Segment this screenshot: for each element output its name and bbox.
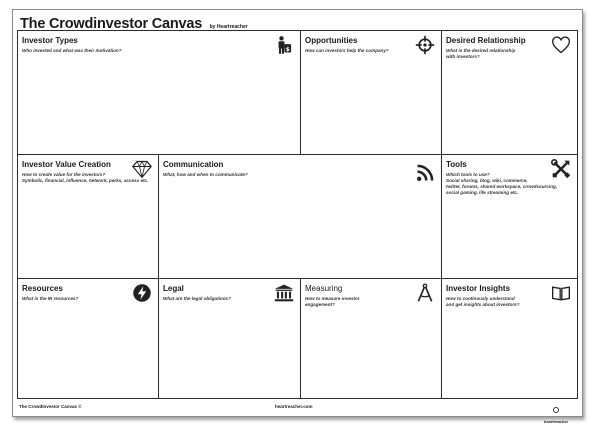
footer-brand: [536, 400, 576, 424]
cell-title: Opportunities: [305, 36, 358, 45]
rss-icon: [415, 163, 435, 183]
cell-title: Legal: [163, 284, 184, 293]
brand-logo-icon: [553, 407, 559, 413]
brand-name: heartreacher: [543, 419, 569, 424]
cell-investor-types[interactable]: [18, 31, 301, 155]
open-book-icon: [551, 283, 571, 303]
cell-description: How can investors help the company?: [305, 48, 389, 53]
page-title: The Crowdinvestor Canvas: [20, 16, 203, 32]
cell-tools[interactable]: [442, 155, 577, 279]
cell-description: Who invested and what was their motivation?: [22, 48, 122, 53]
lightning-bolt-icon: [132, 283, 152, 303]
crosshair-icon: [415, 35, 435, 55]
canvas-sheet: [12, 9, 583, 424]
byline: by Heartreacher: [209, 24, 248, 30]
footer-copyright: The CrowdInvestor Canvas ©: [19, 404, 82, 409]
cell-desired-relationship[interactable]: [442, 31, 577, 155]
tools-icon: [551, 159, 571, 179]
heart-icon: [551, 35, 571, 55]
cell-description: How to measure investor engagement?: [305, 296, 360, 307]
svg-text:$: $: [285, 46, 290, 53]
cell-description: What is the desired relationship with investors?: [446, 48, 516, 59]
cell-investor-value-creation[interactable]: [18, 155, 159, 279]
cell-title: Tools: [446, 160, 467, 169]
canvas-grid: [17, 30, 578, 399]
cell-description: Which tools to use? Social sharing, blog, wiki, commerce, twitter, forums, shared workspace, crowdsourcing, social gaming, life streaming etc.: [446, 172, 558, 195]
cell-measuring[interactable]: [301, 279, 442, 398]
cell-opportunities[interactable]: [301, 31, 442, 155]
courthouse-icon: [274, 283, 294, 303]
cell-investor-insights[interactable]: [442, 279, 577, 398]
diamond-icon: [132, 159, 152, 179]
cell-description: How to continously understand and get insights about investors?: [446, 296, 520, 307]
cell-title: Measuring: [305, 284, 343, 293]
investor-figure-icon: [274, 35, 294, 55]
cell-title: Resources: [22, 284, 63, 293]
cell-description: What are the legal obligations?: [163, 296, 231, 301]
cell-communication[interactable]: [159, 155, 442, 279]
cell-legal[interactable]: [159, 279, 301, 398]
footer-website[interactable]: heartreacher.com: [275, 404, 313, 409]
cell-resources[interactable]: [18, 279, 159, 398]
cell-title: Investor Value Creation: [22, 160, 111, 169]
cell-description: What is the IR resources?: [22, 296, 79, 301]
cell-description: What, how and when to communicate?: [163, 172, 248, 177]
cell-title: Investor Types: [22, 36, 78, 45]
cell-title: Desired Relationship: [446, 36, 526, 45]
compass-icon: [415, 283, 435, 303]
cell-description: How to create value for the investors? Symbolic, financial, influence, network, perks, access etc.: [22, 172, 149, 183]
cell-title: Investor Insights: [446, 284, 511, 293]
cell-title: Communication: [163, 160, 224, 169]
